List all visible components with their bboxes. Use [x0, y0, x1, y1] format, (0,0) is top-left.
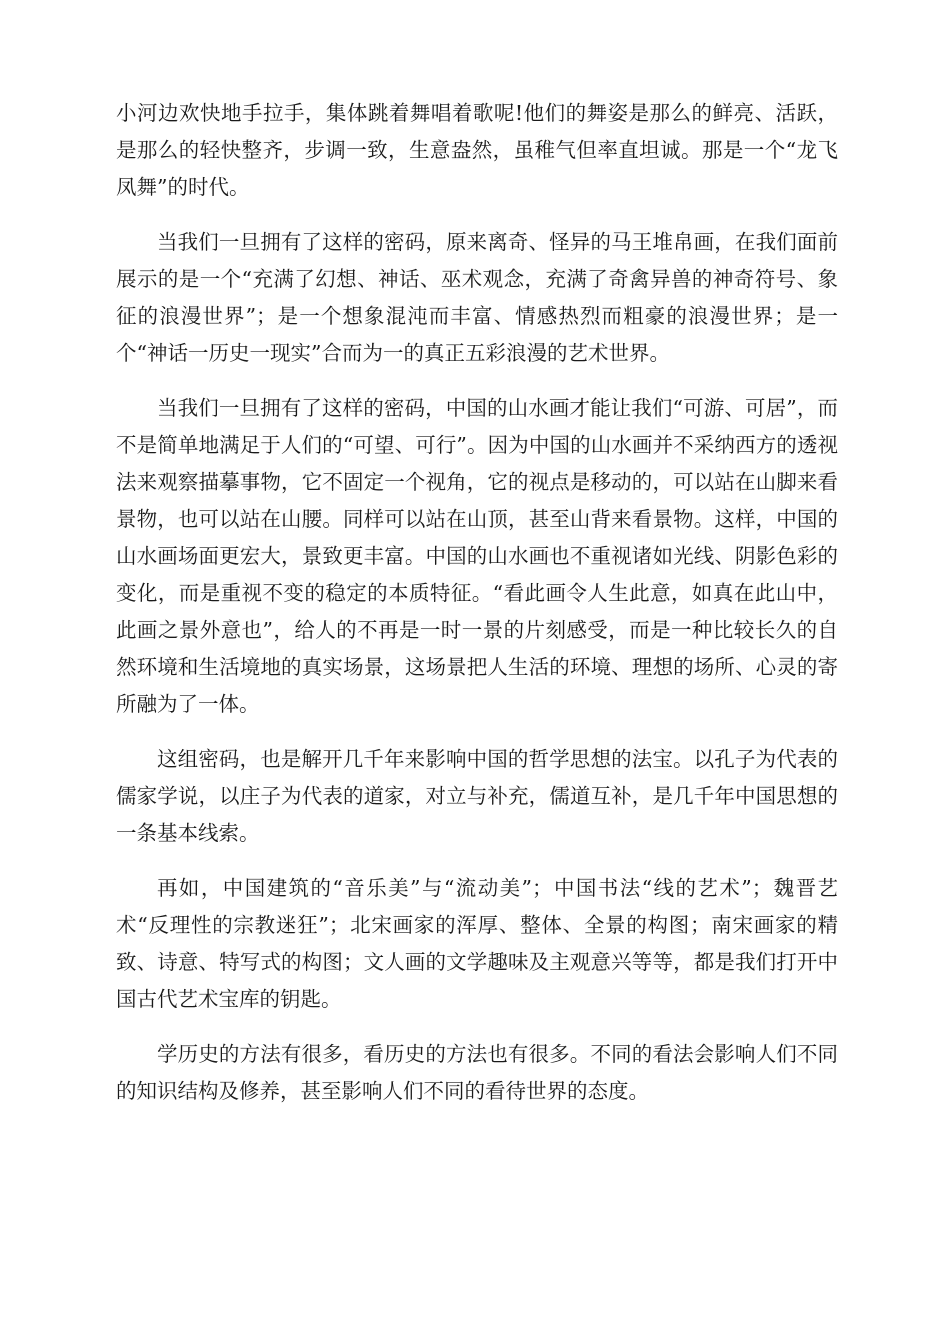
document-page — [116, 95, 838, 1128]
paragraph-philosophy: 这组密码，也是解开几千年来影响中国的哲学思想的法宝。以孔子为代表的儒家学说，以庄子为代表的道家，对立与补充，儒道互补，是几千年中国思想的一条基本线索。 — [116, 747, 838, 845]
paragraph-art-keys: 再如，中国建筑的“音乐美”与“流动美”；中国书法“线的艺术”；魏晋艺术“反理性的宗教迷狂”；北宋画家的浑厚、整体、全景的构图；南宋画家的精致、诗意、特写式的构图；文人画的文学趣味及主观意兴等等，都是我们打开中国古代艺术宝库的钥匙。 — [116, 876, 838, 1011]
paragraph-mawangdui-silk-painting: 当我们一旦拥有了这样的密码，原来离奇、怪异的马王堆帛画，在我们面前展示的是一个“充满了幻想、神话、巫术观念，充满了奇禽异兽的神奇符号、象征的浪漫世界”；是一个想象混沌而丰富、情感热烈而粗豪的浪漫世界；是一个“神话一历史一现实”合而为一的真正五彩浪漫的艺术世界。 — [116, 230, 838, 365]
paragraph-history-methods: 学历史的方法有很多，看历史的方法也有很多。不同的看法会影响人们不同的知识结构及修养，甚至影响人们不同的看待世界的态度。 — [116, 1042, 838, 1103]
paragraph-landscape-painting: 当我们一旦拥有了这样的密码，中国的山水画才能让我们“可游、可居”，而不是简单地满足于人们的“可望、可行”。因为中国的山水画并不采纳西方的透视法来观察描摹事物，它不固定一个视角，它的视点是移动的，可以站在山脚来看景物，也可以站在山腰。同样可以站在山顶，甚至山背来看景物。这样，中国的山水画场面更宏大，景致更丰富。中国的山水画也不重视诸如光线、阴影色彩的变化，而是重视不变的稳定的本质特征。“看此画令人生此意，如真在此山中，此画之景外意也”，给人的不再是一时一景的片刻感受，而是一种比较长久的自然环境和生活境地的真实场景，这场景把人生活的环境、理想的场所、心灵的寄所融为了一体。 — [116, 396, 838, 716]
paragraph-dance-era: 小河边欢快地手拉手，集体跳着舞唱着歌呢!他们的舞姿是那么的鲜亮、活跃，是那么的轻快整齐，步调一致，生意盎然，虽稚气但率直坦诚。那是一个“龙飞凤舞”的时代。 — [116, 101, 838, 199]
